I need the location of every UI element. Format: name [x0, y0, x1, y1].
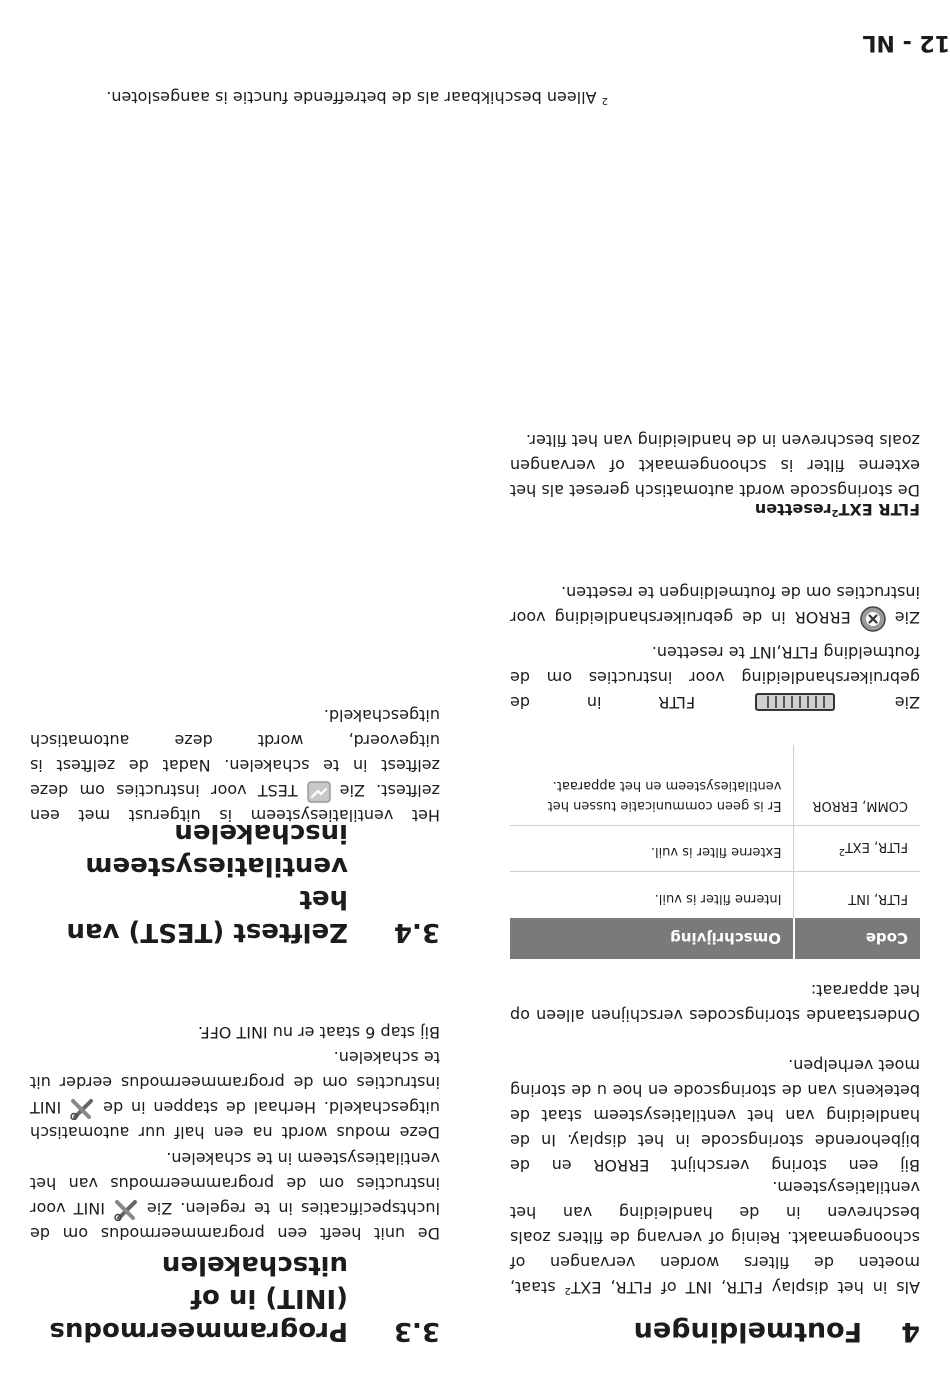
section-3-3-heading — [28, 1248, 440, 1347]
paragraph-programming-mode — [30, 1146, 440, 1246]
paragraph-text: gebruikershandleiding voor instructies om de foutmelding FLTR,INT te resetten. — [510, 643, 920, 687]
fltr-line — [510, 690, 920, 715]
filter-icon — [752, 692, 838, 714]
paragraph-error-reset — [510, 580, 920, 633]
paragraph-auto-off — [30, 1020, 440, 1145]
paragraph-text: FLTR — [658, 693, 696, 712]
table-cell-code — [794, 872, 920, 919]
paragraph-error: Bij een storing verschijnt ERROR en de bijbehorende storingscode in het display. In de handleiding van het ventilatiesysteem staat de betekenis van de storingscode en hoe u de storing moet verhelpen. — [510, 1056, 920, 1175]
paragraph-text: INIT voor instructies om de programmeermodus van het ventilatiesysteem in te schakelen. — [29, 1149, 440, 1218]
section-4-heading — [508, 1315, 920, 1347]
error-icon — [859, 605, 887, 633]
table-header-code: Code — [794, 918, 920, 959]
paragraph-auto-reset: De storingscode wordt automatisch gereset als het externe filter is schoongemaakt of vervangen zoals beschreven in de handleiding van het filter. — [510, 431, 920, 500]
section-title: Foutmeldingen — [633, 1316, 862, 1347]
page-number: 12 - NL — [862, 30, 950, 55]
section-title: Zelftest (TEST) van het ventilatiesysteem inschakelen — [66, 818, 348, 947]
paragraph-filters — [510, 1175, 920, 1303]
table-row — [510, 872, 920, 919]
subheading-text: resetten — [754, 500, 832, 519]
section-number: 3.4 — [393, 917, 440, 947]
table-row — [510, 826, 920, 872]
section-3-4-heading — [28, 816, 440, 948]
code-text: FLTR, INT — [848, 891, 908, 906]
paragraph-text: Bij stap 6 staat er nu INIT OFF. — [197, 1023, 440, 1042]
table-header-description: Omschrijving — [510, 918, 794, 959]
tools-icon — [113, 1199, 139, 1221]
footnote — [8, 86, 608, 111]
paragraph-text: de — [510, 693, 531, 712]
footnote-ref: 2 — [564, 1285, 571, 1296]
section-number: 3.3 — [393, 1316, 440, 1346]
paragraph-text: Zie — [894, 693, 920, 712]
table-cell-description: Er is geen communicatie tussen het ventilatiesysteem en het apparaat. — [547, 778, 782, 813]
table-cell-description: Externe filter is vuil. — [510, 826, 794, 872]
paragraph-text: in — [586, 693, 602, 712]
paragraph-text: De unit heeft een programmeermodus om de luchtspecificaties in te regelen. Zie — [30, 1199, 440, 1243]
paragraph-text: Zie — [894, 608, 920, 627]
paragraph-text: staat, moeten de filters worden vervangen of schoongemaakt. Reinig of vervang de filters zoals beschreven in de handleiding van het ventilatiesysteem. — [510, 1178, 920, 1297]
table-cell-code: COMM, ERROR — [794, 745, 920, 826]
test-icon — [306, 781, 332, 803]
paragraph-text: Het ventilatiesysteem is uitgerust met een zelftest. Zie — [30, 781, 440, 825]
paragraph-selftest — [30, 703, 440, 828]
footnote-ref: 2 — [838, 846, 845, 857]
error-code-table — [510, 745, 920, 959]
table-row — [510, 745, 920, 826]
code-text: FLTR, EXT — [844, 839, 908, 854]
paragraph-text: Als in het display FLTR, INT of FLTR, EXT — [570, 1278, 920, 1297]
tools-icon — [69, 1098, 95, 1120]
paragraph-fltr-reset — [510, 640, 920, 715]
paragraph-codes-intro: Onderstaande storingscodes verschijnen alleen op het apparaat: — [510, 981, 920, 1025]
paragraph-text: Deze modus wordt na een half uur automatisch uitgeschakeld. Herhaal de stappen in de — [30, 1098, 440, 1142]
section-title: Programmeermodus (INIT) in of uitschakelen — [49, 1250, 348, 1346]
paragraph-text: INIT instructies om de programmeermodus eerder uit te schakelen. — [30, 1048, 440, 1117]
footnote-text: Alleen beschikbaar als de betreffende functie is aangesloten. — [106, 88, 597, 107]
table-cell-code — [794, 826, 920, 872]
table-cell-description: Interne filter is vuil. — [510, 872, 794, 919]
paragraph-text: ERROR in de gebruikershandleiding voor instructies om de foutmeldingen te resetten. — [510, 583, 920, 627]
paragraph-text: TEST voor instructies om deze zelftest in te schakelen. Nadat de zelftest is uitgevoerd, wordt deze automatisch uitgeschakeld. — [29, 706, 440, 800]
table-header-row — [510, 918, 920, 959]
subheading-text: FLTR EXT — [838, 500, 920, 519]
paragraph-body — [30, 1045, 440, 1145]
footnote-ref: 2 — [831, 507, 839, 518]
footnote-number: 2 — [601, 95, 608, 106]
section-number: 4 — [901, 1316, 920, 1347]
